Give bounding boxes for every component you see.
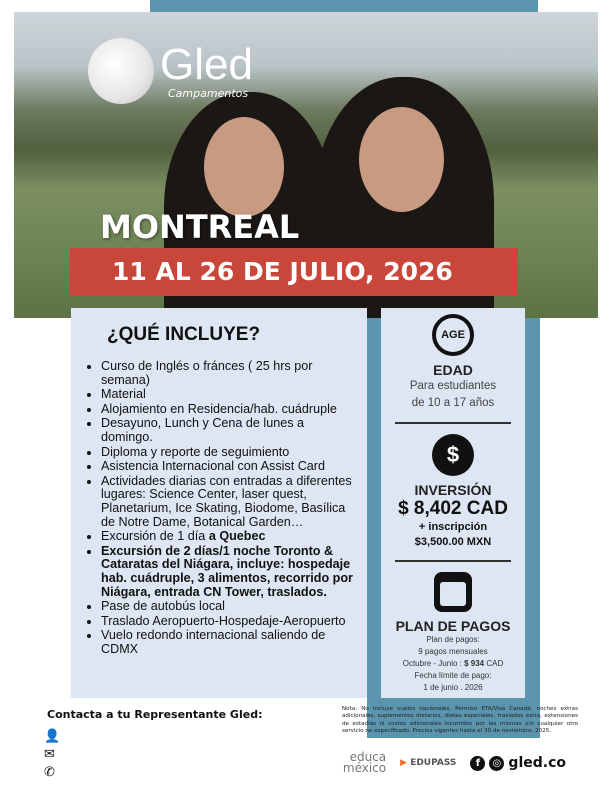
list-item: • Excursión de 2 días/1 noche Toronto & Cataratas del Niágara, incluye: hospedaje hab. cuádruple, 3 alimentos, recorrido por Niágara, entrada CN Tower, traslados. xyxy=(101,545,357,599)
logo-subtitle: Campamentos xyxy=(168,86,249,100)
gled-logo xyxy=(88,38,253,104)
top-accent-bar xyxy=(150,0,538,12)
phone-icon: ✆ xyxy=(44,765,55,780)
plan-amount: $ 934 xyxy=(464,659,485,668)
list-item: • Alojamiento en Residencia/hab. cuádruple xyxy=(101,403,357,417)
city-title: MONTREAL xyxy=(100,208,300,246)
contact-icons xyxy=(44,728,60,782)
educa-text: educa xyxy=(349,750,387,764)
list-item: • Asistencia Internacional con Assist Card xyxy=(101,460,357,474)
list-item: • Desayuno, Lunch y Cena de lunes a domingo. xyxy=(101,417,357,444)
list-item: • Material xyxy=(101,388,357,402)
disclaimer-note: Nota: No incluye vuelos nacionales, Permiso ETA/Visa Canadá, noches extras adicionales, suplementos dietarios, dietas especiales, traslados extra, extensiones de estadías ni costos adicionales incurridos por las mismas y/o cualquier otro servicio no especificado. Precios vigentes hasta el 30 de noviembre, 2025. xyxy=(342,706,578,735)
list-item: • Curso de Inglés o fránces ( 25 hrs por semana) xyxy=(101,360,357,387)
mail-icon: ✉ xyxy=(44,747,55,762)
list-item: • Diploma y reporte de seguimiento xyxy=(101,446,357,460)
list-item: • Pase de autobús local xyxy=(101,600,357,614)
instagram-icon[interactable]: ◎ xyxy=(489,756,504,771)
educa-mexico-logo xyxy=(343,752,386,774)
list-item: • Traslado Aeropuerto-Hospedaje-Aeropuerto xyxy=(101,615,357,629)
includes-list xyxy=(87,360,357,656)
age-text: de 10 a 17 años xyxy=(411,397,495,409)
website-link[interactable]: gled.co xyxy=(508,755,566,771)
plan-text: 9 pagos mensuales xyxy=(418,647,488,656)
price: $ 8,402 CAD xyxy=(398,498,508,519)
age-icon: AGE xyxy=(432,314,474,356)
edupass-logo: ▶ EDUPASS xyxy=(400,758,457,768)
plan-text: 1 de junio . 2026 xyxy=(423,683,483,692)
contact-title: Contacta a tu Representante Gled: xyxy=(47,708,263,721)
age-text: Para estudiantes xyxy=(409,380,497,392)
registration-fee: $3,500.00 MXN xyxy=(414,536,492,548)
footer-brands xyxy=(306,752,566,774)
registration-label: + inscripción xyxy=(418,521,488,533)
list-item-bold: a Quebec xyxy=(208,529,266,544)
plan-title: PLAN DE PAGOS xyxy=(395,618,511,634)
info-card xyxy=(381,308,525,698)
plan-text: Plan de pagos: xyxy=(426,635,480,644)
list-item-text: Excursión de 1 día xyxy=(101,529,209,544)
includes-card xyxy=(71,308,367,698)
list-item xyxy=(101,530,357,544)
social-links xyxy=(470,755,566,771)
plan-text xyxy=(381,658,525,670)
person-icon: 👤 xyxy=(44,729,61,744)
investment-title: INVERSIÓN xyxy=(414,482,492,498)
mexico-text: méxico xyxy=(342,761,387,775)
facebook-icon[interactable]: f xyxy=(470,756,485,771)
includes-title: ¿QUÉ INCLUYE? xyxy=(107,324,261,345)
logo-name: Gled xyxy=(160,39,253,89)
edupass-text: EDUPASS xyxy=(410,758,457,768)
list-item: • Actividades diarias con entradas a diferentes lugares: Science Center, laser quest, Planetarium, Ice Skating, Biodome, Basílica de Notre Dame, Botanical Garden… xyxy=(101,475,357,529)
dollar-icon: $ xyxy=(432,434,474,476)
plan-text: Fecha límite de pago: xyxy=(414,671,492,680)
calendar-icon xyxy=(434,572,472,612)
logo-mark-icon xyxy=(88,38,154,104)
plan-currency: CAD xyxy=(484,659,504,668)
divider xyxy=(395,560,511,562)
dates-banner: 11 AL 26 DE JULIO, 2026 xyxy=(70,248,518,296)
divider xyxy=(395,422,511,424)
plan-period: Octubre - Junio : xyxy=(402,659,465,668)
age-title: EDAD xyxy=(433,362,473,378)
list-item: • Vuelo redondo internacional saliendo de CDMX xyxy=(101,629,357,656)
